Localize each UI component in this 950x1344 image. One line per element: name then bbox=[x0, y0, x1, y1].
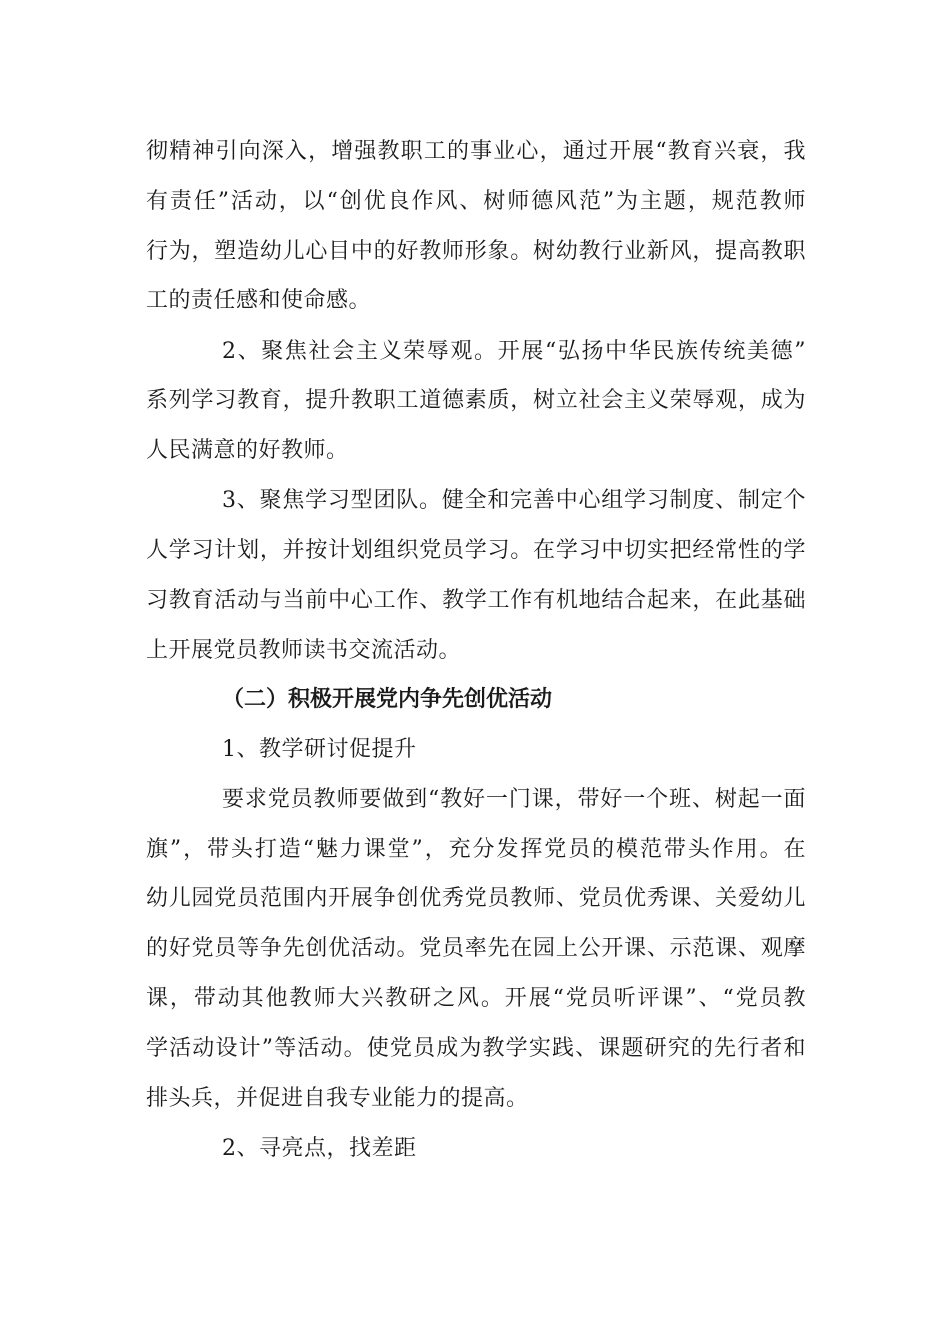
paragraph-4-line-4: 的好党员等争先创优活动。党员率先在园上公开课、示范课、观摩 bbox=[146, 936, 806, 961]
paragraph-4-line-7: 排头兵，并促进自我专业能力的提高。 bbox=[146, 1086, 529, 1111]
paragraph-4-line-3: 幼儿园党员范围内开展争创优秀党员教师、党员优秀课、关爱幼儿 bbox=[146, 886, 806, 911]
paragraph-4-line-1: 要求党员教师要做到“教好一门课，带好一个班、树起一面 bbox=[222, 787, 806, 812]
paragraph-3-line-3: 习教育活动与当前中心工作、教学工作有机地结合起来，在此基础 bbox=[146, 588, 806, 613]
paragraph-3-line-4: 上开展党员教师读书交流活动。 bbox=[146, 638, 462, 663]
paragraph-1-line-3: 行为，塑造幼儿心目中的好教师形象。树幼教行业新风，提高教职 bbox=[146, 239, 806, 264]
section-heading: （二）积极开展党内争先创优活动 bbox=[222, 687, 553, 712]
paragraph-2-line-2: 系列学习教育，提升教职工道德素质，树立社会主义荣辱观，成为 bbox=[146, 388, 806, 413]
paragraph-2-line-3: 人民满意的好教师。 bbox=[146, 438, 349, 463]
subheading-2: 2、寻亮点，找差距 bbox=[222, 1136, 417, 1161]
paragraph-1-line-1: 彻精神引向深入，增强教职工的事业心，通过开展“教育兴衰，我 bbox=[146, 139, 806, 164]
paragraph-3-line-2: 人学习计划，并按计划组织党员学习。在学习中切实把经常性的学 bbox=[146, 538, 806, 563]
paragraph-3-line-1: 3、聚焦学习型团队。健全和完善中心组学习制度、制定个 bbox=[222, 488, 806, 513]
paragraph-1-line-4: 工的责任感和使命感。 bbox=[146, 288, 372, 313]
paragraph-4-line-2: 旗”，带头打造“魅力课堂”，充分发挥党员的模范带头作用。在 bbox=[146, 837, 806, 862]
subheading-1: 1、教学研讨促提升 bbox=[222, 737, 417, 762]
paragraph-1-line-2: 有责任”活动，以“创优良作风、树师德风范”为主题，规范教师 bbox=[146, 189, 806, 214]
paragraph-4-line-6: 学活动设计”等活动。使党员成为教学实践、课题研究的先行者和 bbox=[146, 1036, 806, 1061]
paragraph-4-line-5: 课，带动其他教师大兴教研之风。开展“党员听评课”、“党员教 bbox=[146, 986, 806, 1011]
paragraph-2-line-1: 2、聚焦社会主义荣辱观。开展“弘扬中华民族传统美德” bbox=[222, 339, 806, 364]
